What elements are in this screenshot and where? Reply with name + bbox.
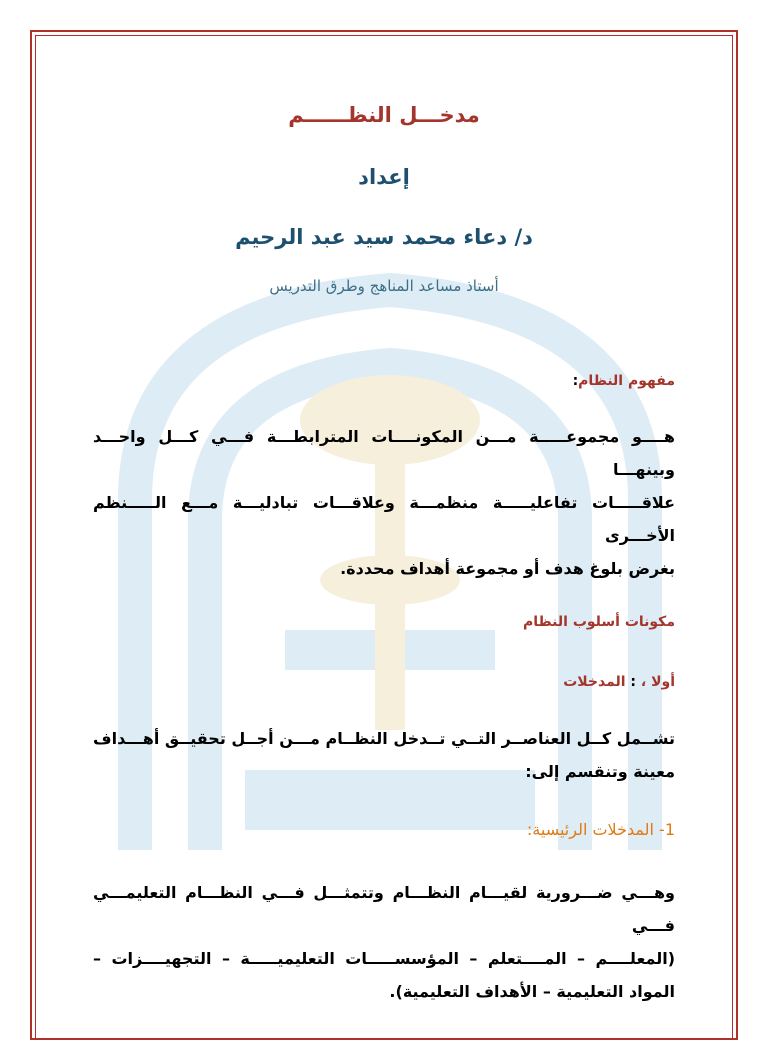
concept-paragraph <box>93 420 675 585</box>
inputs-line-2: معينة وتنقسم إلى: <box>525 762 675 781</box>
main-inputs-line-1: وهـــي ضـــرورية لقيـــام النظـــام وتتمثـــل فـــي النظـــام التعليمـــي فـــي <box>93 883 675 935</box>
inputs-heading <box>563 674 675 690</box>
document-title: مدخـــل النظــــــم <box>288 103 480 127</box>
main-inputs-heading: 1- المدخلات الرئيسية: <box>526 820 675 839</box>
inputs-heading-prefix: أولا ، <box>640 674 675 690</box>
inputs-heading-label: المدخلات <box>563 674 626 690</box>
inputs-paragraph <box>93 722 675 788</box>
concept-line-1: هــــو مجموعـــــة مـــن المكونــــات المترابطـــة فـــي كـــل واحـــد وبينهـــا <box>93 427 675 479</box>
inputs-heading-separator: : <box>630 674 636 690</box>
inputs-line-1: تشــمل كــل العناصــر التــي تــدخل النظــام مـــن أجــل تحقيــق أهـــداف <box>93 729 675 748</box>
concept-heading-text: مفهوم النظام <box>578 373 675 389</box>
main-inputs-line-3: المواد التعليمية – الأهداف التعليمية). <box>389 982 675 1001</box>
concept-line-3: بغرض بلوغ هدف أو مجموعة أهداف محددة. <box>340 559 675 578</box>
main-inputs-line-2: (المعلــــم – المــــتعلم – المؤسســـــات التعليميـــــة – التجهيــــزات – <box>93 949 675 968</box>
concept-line-2: علاقـــــات تفاعليـــــة منظمـــة وعلاقـــات تبادليـــة مـــع الـــــنظم الأخـــرى <box>93 493 675 545</box>
concept-heading <box>573 373 675 389</box>
components-heading: مكونات أسلوب النظام <box>523 614 675 630</box>
author-job-title: أستاذ مساعد المناهج وطرق التدريس <box>269 277 499 295</box>
author-name: د/ دعاء محمد سيد عبد الرحيم <box>235 225 533 249</box>
prepared-by-label: إعداد <box>358 165 410 189</box>
main-inputs-paragraph <box>93 876 675 1008</box>
concept-heading-colon: : <box>572 373 579 389</box>
